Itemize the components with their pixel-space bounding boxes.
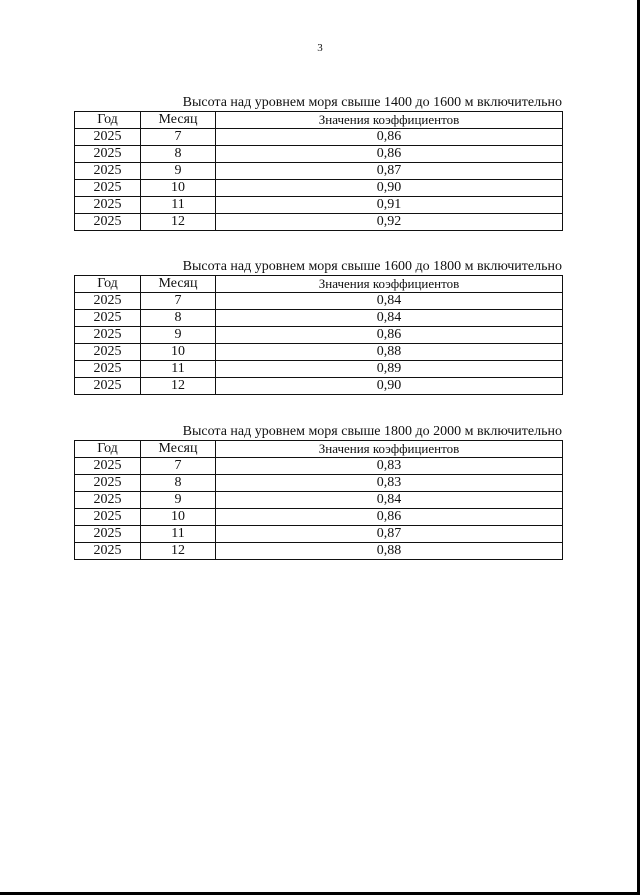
cell-year: 2025 [75,475,141,492]
cell-month: 7 [141,129,216,146]
cell-year: 2025 [75,458,141,475]
table-row [75,180,563,197]
cell-month: 7 [141,293,216,310]
header-month: Месяц [141,276,216,293]
cell-coefficient: 0,86 [216,146,563,163]
table-header-row [75,276,563,293]
header-coefficient: Значения коэффициентов [216,112,563,129]
cell-coefficient: 0,86 [216,509,563,526]
table-caption: Высота над уровнем моря свыше 1400 до 1600 м включительно [182,95,562,110]
cell-year: 2025 [75,509,141,526]
table-row [75,492,563,509]
table-header-row [75,441,563,458]
table-row [75,197,563,214]
cell-month: 9 [141,492,216,509]
cell-year: 2025 [75,214,141,231]
cell-coefficient: 0,92 [216,214,563,231]
cell-coefficient: 0,88 [216,344,563,361]
table-row [75,327,563,344]
table-row [75,163,563,180]
cell-year: 2025 [75,361,141,378]
table-row [75,361,563,378]
cell-month: 10 [141,509,216,526]
cell-coefficient: 0,84 [216,310,563,327]
table-row [75,378,563,395]
cell-month: 9 [141,163,216,180]
cell-coefficient: 0,84 [216,492,563,509]
cell-coefficient: 0,90 [216,378,563,395]
cell-year: 2025 [75,344,141,361]
table-row [75,293,563,310]
table-row [75,509,563,526]
header-year: Год [75,276,141,293]
table-row [75,475,563,492]
table-row [75,310,563,327]
cell-month: 8 [141,310,216,327]
cell-coefficient: 0,87 [216,163,563,180]
table-row [75,526,563,543]
header-year: Год [75,441,141,458]
cell-month: 12 [141,543,216,560]
cell-month: 11 [141,526,216,543]
cell-month: 7 [141,458,216,475]
table-row [75,214,563,231]
cell-year: 2025 [75,197,141,214]
cell-month: 8 [141,146,216,163]
cell-year: 2025 [75,327,141,344]
coefficient-block-1400-1600 [74,95,564,231]
header-month: Месяц [141,441,216,458]
coefficient-table [74,440,563,560]
cell-year: 2025 [75,378,141,395]
coefficient-table [74,111,563,231]
table-caption: Высота над уровнем моря свыше 1600 до 1800 м включительно [182,259,562,274]
cell-coefficient: 0,83 [216,458,563,475]
table-row [75,458,563,475]
table-row [75,146,563,163]
cell-year: 2025 [75,310,141,327]
header-year: Год [75,112,141,129]
cell-coefficient: 0,89 [216,361,563,378]
cell-coefficient: 0,90 [216,180,563,197]
header-coefficient: Значения коэффициентов [216,441,563,458]
cell-year: 2025 [75,180,141,197]
cell-month: 11 [141,197,216,214]
cell-month: 9 [141,327,216,344]
cell-month: 12 [141,378,216,395]
cell-year: 2025 [75,526,141,543]
cell-coefficient: 0,91 [216,197,563,214]
cell-year: 2025 [75,543,141,560]
cell-coefficient: 0,86 [216,129,563,146]
table-caption: Высота над уровнем моря свыше 1800 до 2000 м включительно [182,424,562,439]
table-row [75,543,563,560]
coefficient-table [74,275,563,395]
cell-year: 2025 [75,163,141,180]
page-number: 3 [317,42,323,54]
cell-year: 2025 [75,492,141,509]
coefficient-block-1600-1800 [74,259,564,395]
cell-coefficient: 0,88 [216,543,563,560]
table-row [75,344,563,361]
table-row [75,129,563,146]
cell-month: 11 [141,361,216,378]
cell-year: 2025 [75,293,141,310]
cell-coefficient: 0,86 [216,327,563,344]
cell-month: 8 [141,475,216,492]
cell-month: 10 [141,344,216,361]
coefficient-block-1800-2000 [74,424,564,560]
cell-year: 2025 [75,129,141,146]
cell-coefficient: 0,87 [216,526,563,543]
cell-month: 10 [141,180,216,197]
header-month: Месяц [141,112,216,129]
cell-coefficient: 0,83 [216,475,563,492]
cell-year: 2025 [75,146,141,163]
cell-month: 12 [141,214,216,231]
table-header-row [75,112,563,129]
cell-coefficient: 0,84 [216,293,563,310]
header-coefficient: Значения коэффициентов [216,276,563,293]
